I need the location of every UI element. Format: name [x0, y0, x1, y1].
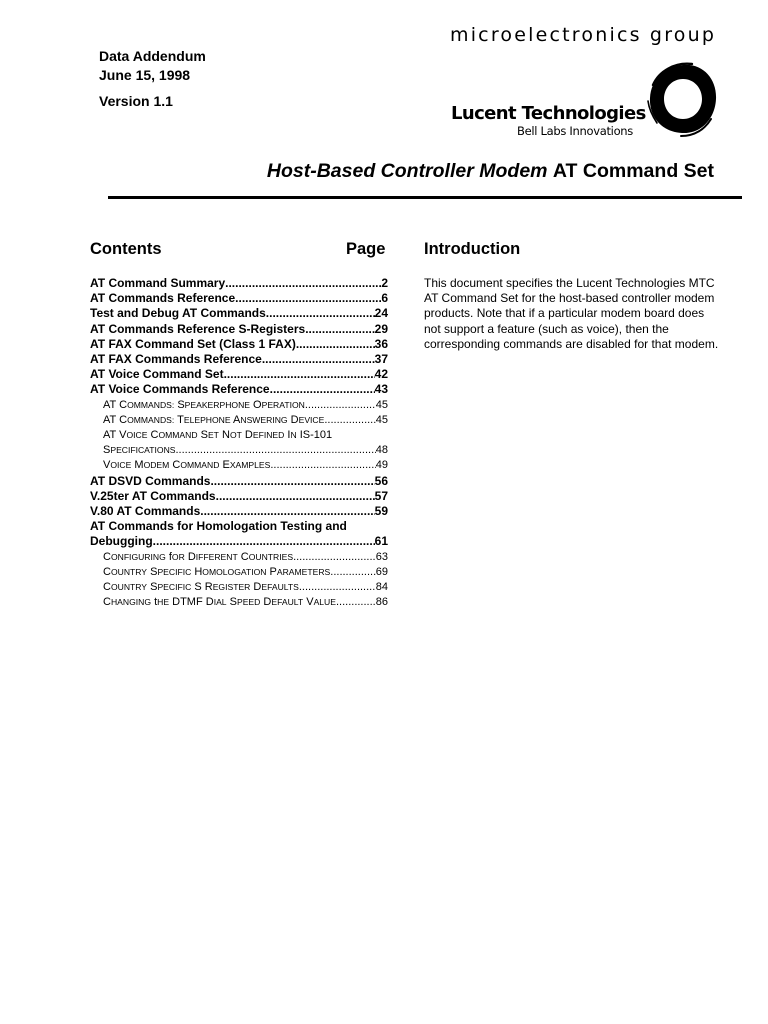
brand-name: Lucent Technologies	[451, 103, 646, 124]
toc-leader	[305, 322, 374, 337]
toc-row[interactable]	[90, 458, 388, 473]
lucent-logo-icon	[645, 59, 721, 139]
toc-row[interactable]	[90, 474, 388, 489]
introduction-text: This document specifies the Lucent Technologies MTC AT Command Set for the host-based controller modem products. Note that if a particular modem board does not support a feature (such as voice), then the corresponding commands are disabled for that modem.	[424, 276, 719, 351]
toc-row[interactable]	[90, 489, 388, 504]
toc-row[interactable]	[90, 443, 388, 458]
toc-page-number: 36	[374, 336, 388, 351]
contents-heading: Contents	[90, 240, 162, 258]
toc-entry-title: AT FAX Command Set (Class 1 FAX)	[90, 336, 296, 351]
toc-entry-title: COUNTRY SPECIFIC S REGISTER DEFAULTS	[103, 581, 299, 594]
toc-page-number: 45	[375, 398, 388, 411]
toc-row[interactable]	[90, 534, 388, 549]
toc-entry-title: AT Commands Reference S-Registers	[90, 321, 306, 336]
toc-page-number: 48	[375, 444, 388, 457]
toc-row[interactable]	[90, 322, 388, 337]
toc-page-number: 49	[375, 459, 388, 472]
toc-leader	[200, 504, 374, 519]
toc-leader	[210, 474, 374, 489]
toc-leader	[293, 550, 376, 565]
toc-leader	[216, 489, 375, 504]
toc-entry-title: Test and Debug AT Commands	[90, 306, 266, 321]
toc-leader	[270, 458, 375, 473]
toc-row[interactable]	[90, 413, 388, 428]
toc-leader	[296, 337, 375, 352]
title-rule	[108, 196, 742, 199]
toc-page-number: 45	[375, 413, 388, 426]
toc-page-number: 24	[374, 306, 388, 321]
toc-leader	[330, 565, 375, 580]
doc-date: June 15, 1998	[99, 67, 191, 83]
doc-version: Version 1.1	[99, 93, 173, 109]
toc-page-number: 56	[374, 473, 388, 488]
toc-entry-title: AT VOICE COMMAND SET NOT DEFINED IN IS-101	[103, 429, 333, 442]
toc-row[interactable]	[90, 337, 388, 352]
toc-entry-title: CONFIGURING fOR DIFFERENT COUNTRIES	[103, 550, 294, 563]
toc-leader	[324, 413, 375, 428]
table-of-contents	[90, 276, 388, 610]
toc-page-number: 84	[375, 581, 388, 594]
toc-page-number: 61	[374, 534, 388, 549]
toc-row[interactable]	[90, 276, 388, 291]
introduction-heading: Introduction	[424, 240, 521, 258]
toc-row[interactable]	[90, 382, 388, 397]
toc-entry-title: AT DSVD Commands	[90, 473, 211, 488]
toc-entry-title: SPECIFICATIONS	[103, 444, 176, 457]
toc-page-number: 37	[374, 352, 388, 367]
toc-entry-title: AT Commands Reference	[90, 291, 236, 306]
toc-leader	[225, 276, 381, 291]
toc-row[interactable]	[90, 367, 388, 382]
toc-entry-title: AT Voice Command Set	[90, 367, 224, 382]
toc-entry-title: CHANGING tHE DTMF DIAL SPEED DEFAULT VALUE	[103, 596, 336, 609]
toc-page-number: 86	[375, 596, 388, 609]
toc-page-number: 2	[381, 276, 388, 290]
toc-page-number: 59	[374, 504, 388, 519]
toc-row[interactable]	[90, 306, 388, 321]
toc-leader	[266, 306, 375, 321]
page-heading: Page	[346, 240, 386, 258]
toc-row[interactable]	[90, 519, 388, 534]
toc-page-number: 69	[375, 565, 388, 578]
toc-row[interactable]	[90, 565, 388, 580]
toc-entry-title: AT Command Summary	[90, 276, 226, 290]
toc-row[interactable]	[90, 291, 388, 306]
toc-row[interactable]	[90, 352, 388, 367]
toc-leader	[270, 382, 375, 397]
title-italic: Host-Based Controller Modem	[266, 160, 548, 182]
toc-leader	[336, 595, 376, 610]
toc-entry-title: AT COMMANDS: TELEPHONE ANSWERING DEVICE	[103, 413, 325, 426]
toc-page-number: 42	[374, 367, 388, 382]
doc-type: Data Addendum	[99, 48, 206, 64]
group-name: microelectronics group	[450, 24, 717, 46]
toc-entry-title: V.80 AT Commands	[90, 504, 201, 519]
toc-row[interactable]	[90, 398, 388, 413]
toc-row[interactable]	[90, 428, 388, 443]
toc-leader	[305, 398, 376, 413]
toc-entry-title: COUNTRY SPECIFIC HOMOLOGATION PARAMETERS	[103, 565, 331, 578]
toc-entry-title: Debugging	[90, 534, 153, 549]
toc-entry-title: VOICE MODEM COMMAND EXAMPLES	[103, 459, 271, 472]
toc-leader	[262, 352, 375, 367]
brand-tagline: Bell Labs Innovations	[517, 124, 633, 138]
toc-entry-title: AT COMMANDS: SPEAKERPHONE OPERATION	[103, 398, 305, 411]
toc-leader	[175, 443, 375, 458]
toc-entry-title: V.25ter AT Commands	[90, 488, 216, 503]
toc-entry-title: AT FAX Commands Reference	[90, 352, 262, 367]
toc-row[interactable]	[90, 550, 388, 565]
toc-leader	[224, 367, 375, 382]
toc-page-number: 57	[374, 488, 388, 503]
toc-row[interactable]	[90, 504, 388, 519]
toc-page-number: 6	[381, 291, 388, 306]
toc-leader	[153, 534, 375, 549]
toc-leader	[235, 291, 381, 306]
toc-page-number: 43	[374, 382, 388, 397]
toc-entry-title: AT Voice Commands Reference	[90, 382, 270, 397]
toc-entry-title: AT Commands for Homologation Testing and	[90, 519, 347, 534]
toc-row[interactable]	[90, 595, 388, 610]
title-regular: AT Command Set	[552, 160, 714, 182]
toc-leader	[299, 580, 376, 595]
toc-row[interactable]	[90, 580, 388, 595]
toc-page-number: 29	[374, 321, 388, 336]
document-title	[267, 160, 714, 183]
toc-page-number: 63	[375, 550, 388, 563]
